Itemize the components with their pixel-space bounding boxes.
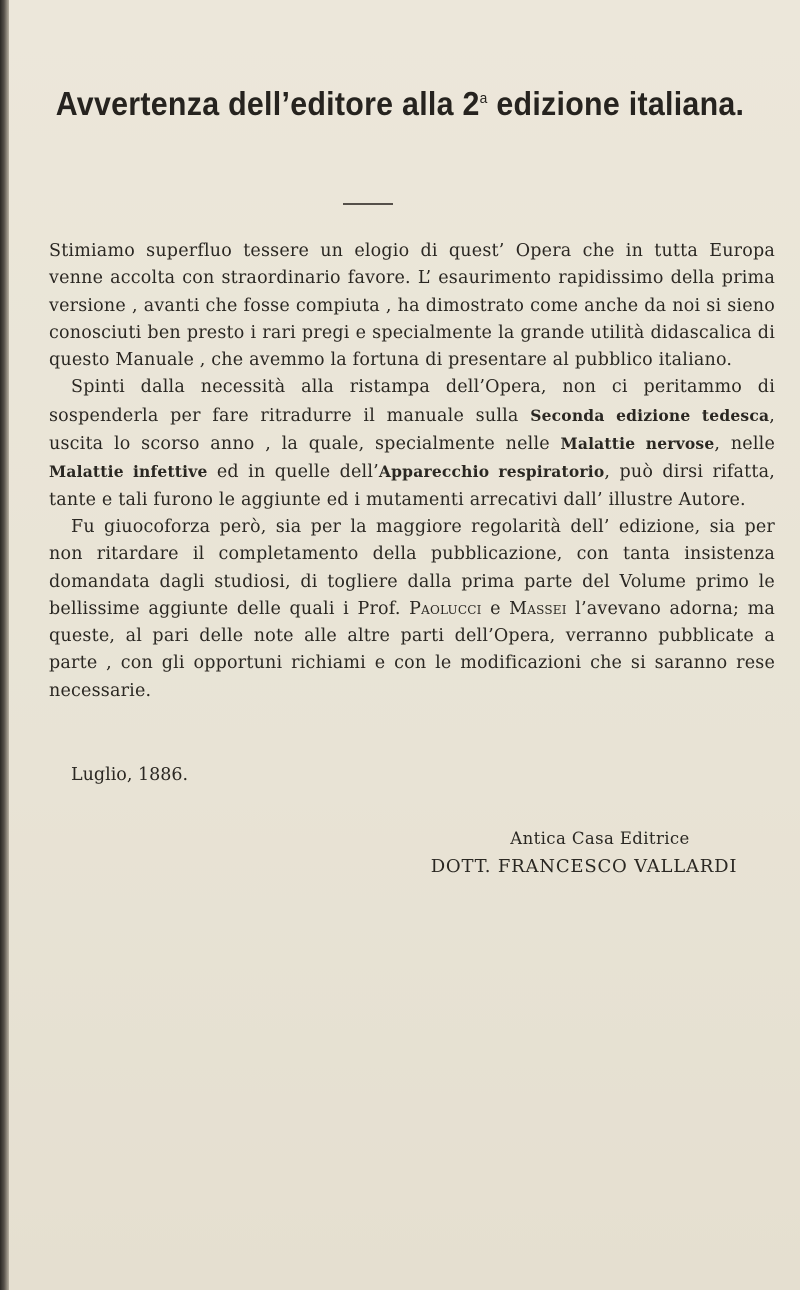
page-title [32, 85, 768, 123]
p2-text-e: ed in quelle dell’ [207, 462, 379, 483]
p3-text-b: e [481, 598, 510, 619]
name-massei: Massei [509, 598, 567, 619]
p2-text-d: , nelle [714, 434, 776, 455]
term-seconda-edizione: Seconda edizione tedesca [530, 405, 770, 425]
p3-text-c: l’avevano adorna; ma queste, al pari delle note alle altre parti dell’Opera, verranno pubblicate a parte , con gli opportuni richiami e con le modificazioni che si saranno rese necessarie. [49, 598, 776, 701]
date-line: Luglio, 1886. [71, 765, 189, 785]
publisher-name: DOTT. FRANCESCO VALLARDI [430, 856, 738, 877]
title-text-main: Avvertenza dell’editore alla 2 [55, 85, 480, 122]
name-paolucci: Paolucci [409, 598, 482, 619]
p2-text-f: , può dirsi rifatta, tante e tali furono le aggiunte ed i mutamenti arrecativi dall’ illustre Autore. [49, 462, 775, 510]
term-malattie-nervose: Malattie nervose [560, 434, 715, 454]
paragraph-3 [49, 514, 775, 705]
term-malattie-infettive: Malattie infettive [49, 462, 208, 482]
p2-text-c: , uscita lo scorso anno , la quale, specialmente nelle [49, 405, 775, 455]
title-text-end: edizione italiana. [487, 85, 745, 122]
p2-text-a: Spinti dalla necessità alla ristampa dell’Opera, non ci peritammo di sospenderla per fare ritradurre il manuale sulla [49, 377, 775, 426]
publisher-house: Antica Casa Editrice [510, 829, 690, 848]
title-divider [343, 203, 393, 205]
paragraph-2 [49, 374, 775, 513]
title-superscript: a [479, 90, 488, 107]
paragraph-1: Stimiamo superfluo tessere un elogio di quest’ Opera che in tutta Europa venne accolta con straordinario favore. L’ esaurimento rapidissimo della prima versione , avanti che fosse compiuta , ha dimostrato come anche da noi si sieno conosciuti ben presto i rari pregi e specialmente la grande utilità didascalica di questo Manuale , che avemmo la fortuna di presentare al pubblico italiano. [49, 241, 775, 371]
term-apparecchio-respiratorio: Apparecchio respiratorio [378, 462, 605, 482]
preface-body [49, 238, 775, 705]
p3-text-a: Fu giuocoforza però, sia per la maggiore regolarità dell’ edizione, sia per non ritardare il completamento della pubblicazione, con tanta insistenza domandata dagli studiosi, di togliere dalla prima parte del Volume primo le bellissime aggiunte delle quali i Prof. [49, 516, 775, 619]
binding-edge [0, 0, 9, 1290]
